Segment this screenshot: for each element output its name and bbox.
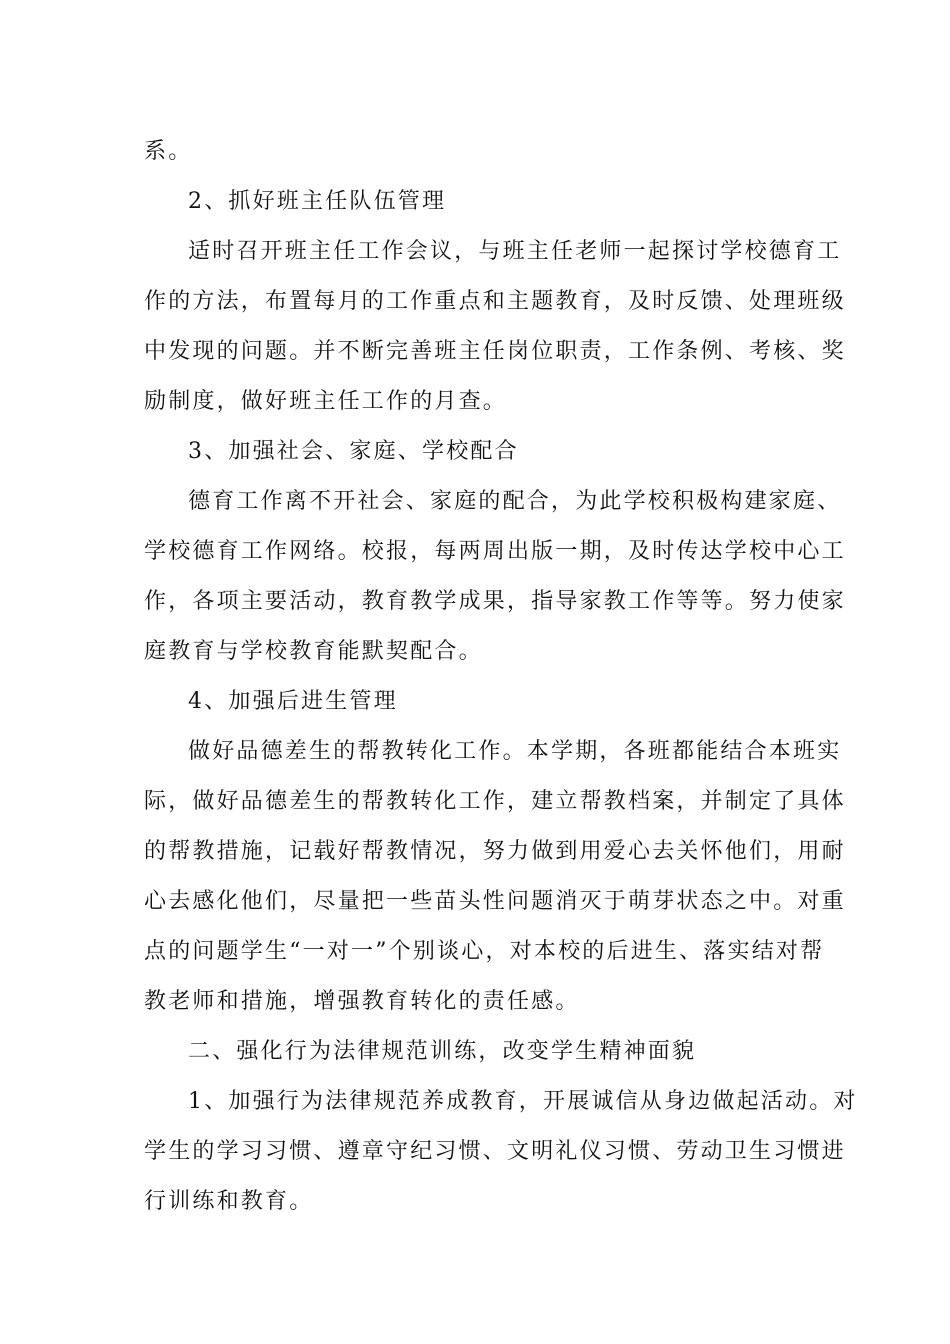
section-heading: 二、强化行为法律规范训练，改变学生精神面貌 [188,1039,697,1064]
text-line: 教老师和措施，增强教育转化的责任感。 [144,989,580,1014]
text-line: 学校德育工作网络。校报，每两周出版一期，及时传达学校中心工 [144,539,846,564]
text-line: 中发现的问题。并不断完善班主任岗位职责，工作条例、考核、奖 [144,339,846,364]
section-heading: 3、加强社会、家庭、学校配合 [188,439,519,464]
text-line: 作的方法，布置每月的工作重点和主题教育，及时反馈、处理班级 [144,289,846,314]
text-line: 作，各项主要活动，教育教学成果，指导家教工作等等。努力使家 [144,589,846,614]
text-line: 励制度，做好班主任工作的月查。 [144,389,508,414]
text-line: 适时召开班主任工作会议，与班主任老师一起探讨学校德育工 [188,239,842,264]
text-line: 学生的学习习惯、遵章守纪习惯、文明礼仪习惯、劳动卫生习惯进 [144,1139,846,1164]
text-line: 系。 [144,139,193,164]
text-line: 心去感化他们，尽量把一些苗头性问题消灭于萌芽状态之中。对重 [144,889,846,914]
text-line: 行训练和教育。 [144,1189,314,1214]
text-line: 点的问题学生“一对一”个别谈心，对本校的后进生、落实结对帮 [144,939,825,964]
text-line: 1、加强行为法律规范养成教育，开展诚信从身边做起活动。对 [188,1089,858,1114]
section-heading: 4、加强后进生管理 [188,689,398,714]
text-line: 际，做好品德差生的帮教转化工作，建立帮教档案，并制定了具体 [144,789,846,814]
text-line: 德育工作离不开社会、家庭的配合，为此学校积极构建家庭、 [188,489,842,514]
text-line: 庭教育与学校教育能默契配合。 [144,639,483,664]
text-line: 的帮教措施，记载好帮教情况，努力做到用爱心去关怀他们，用耐 [144,839,846,864]
text-line: 做好品德差生的帮教转化工作。本学期，各班都能结合本班实 [188,739,842,764]
section-heading: 2、抓好班主任队伍管理 [188,189,447,214]
